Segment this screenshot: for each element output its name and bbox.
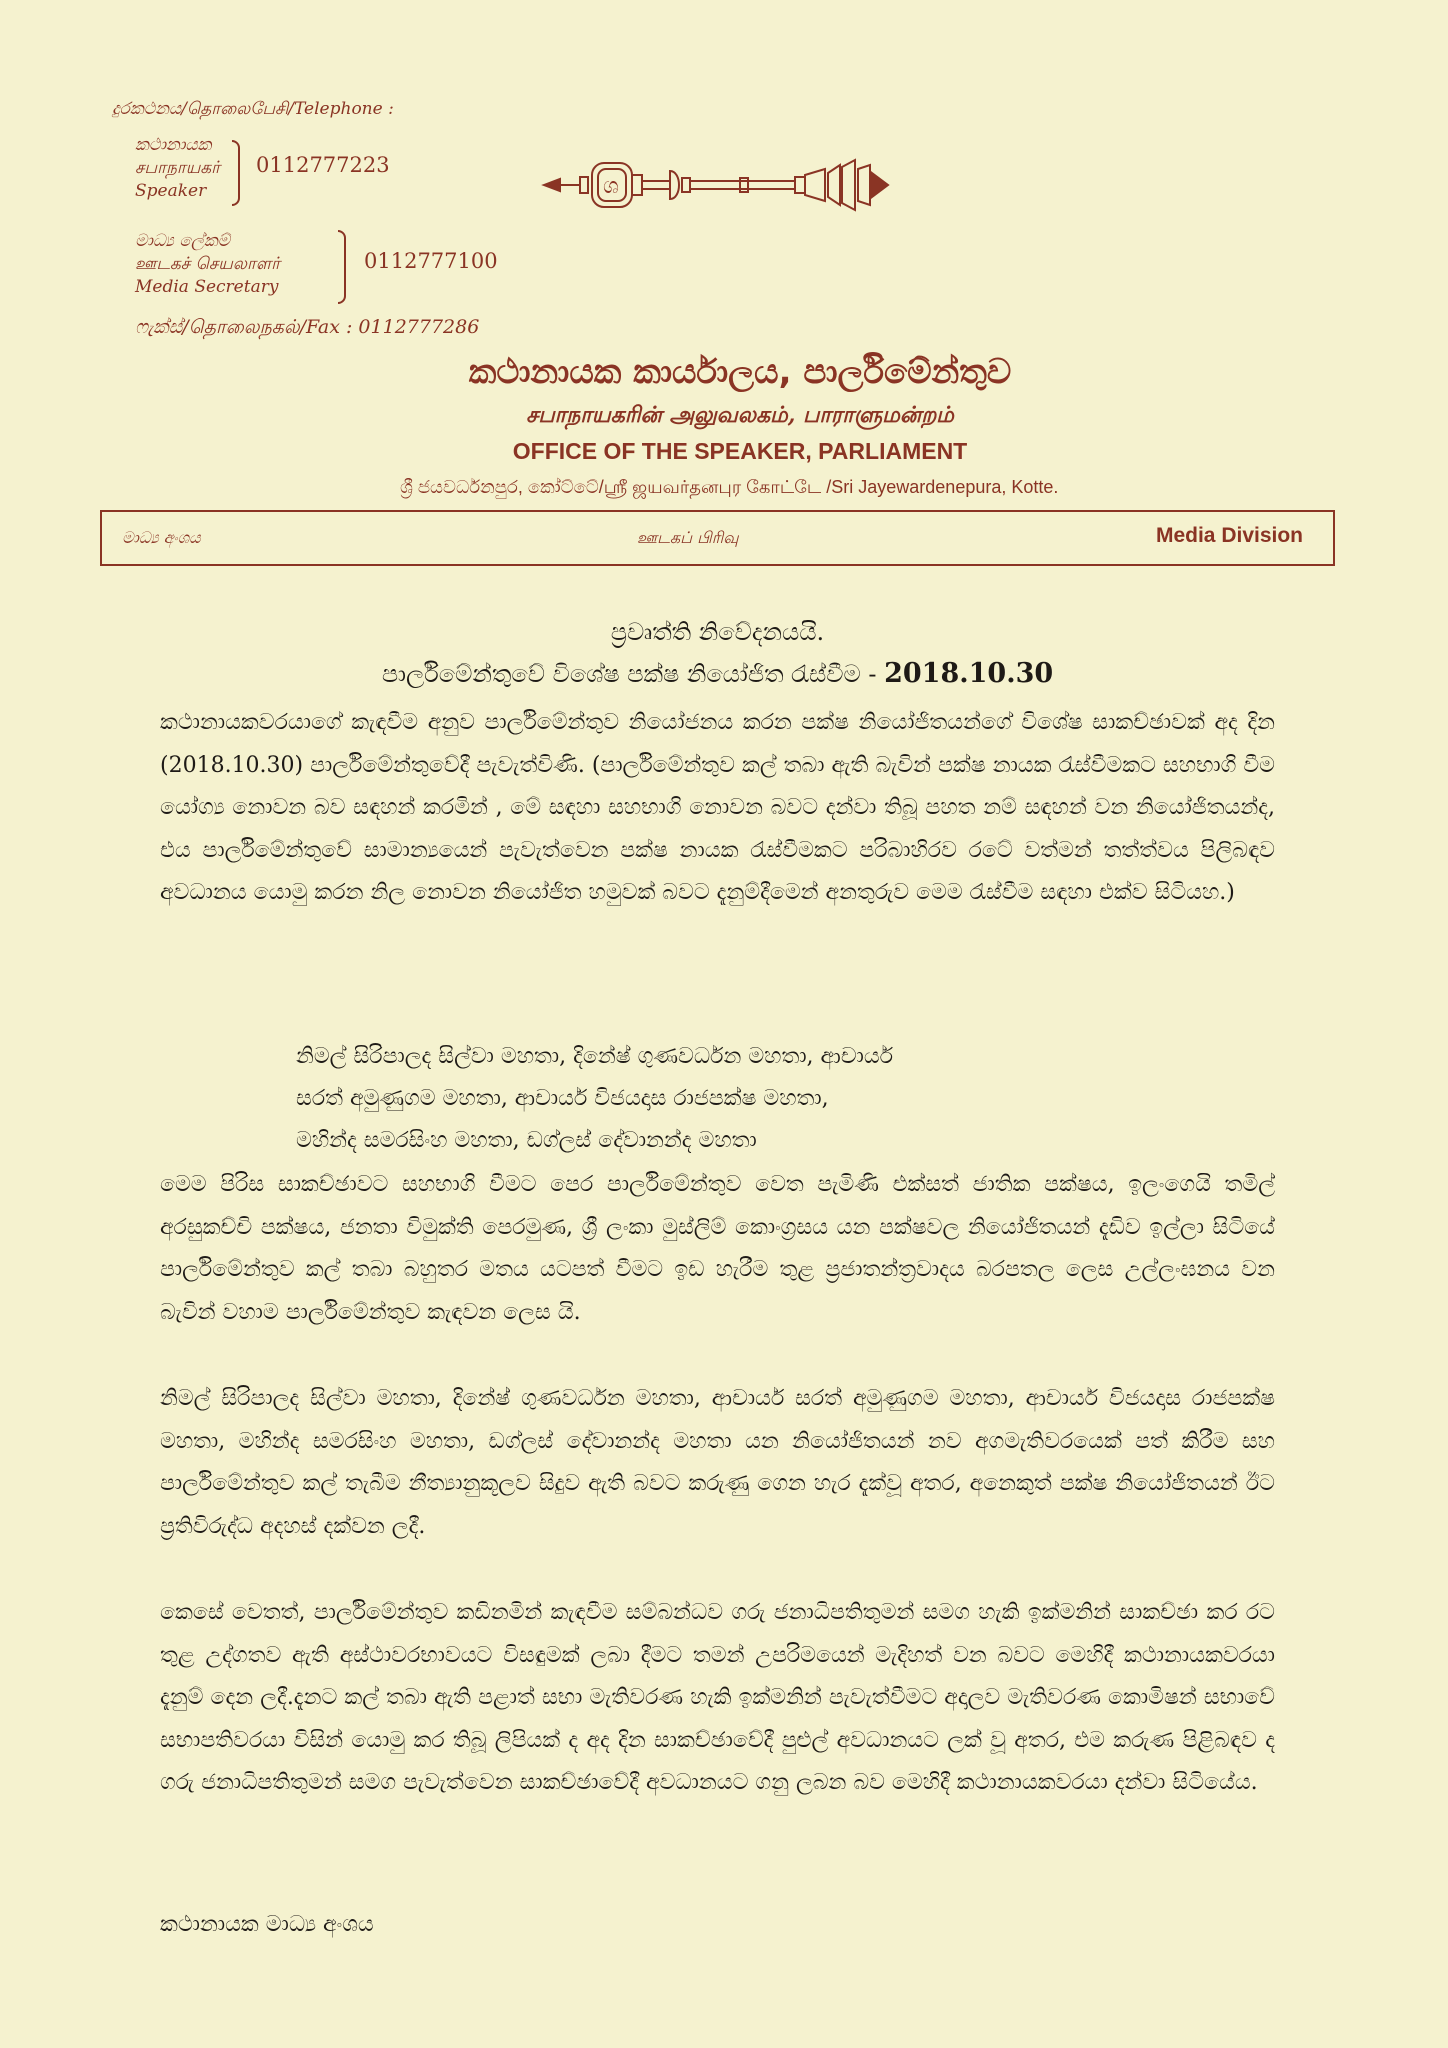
speaker-label-si: කථානායක [135,135,212,155]
press-release-subheading [100,658,1335,689]
division-label-tamil: ஊடகப் பிரிவு [637,528,739,547]
office-title-english: OFFICE OF THE SPEAKER, PARLIAMENT [512,438,968,464]
speaker-label-en: Speaker [135,181,207,201]
media-phone: 0112777100 [364,249,498,273]
subheading-text: පාර්ලිමේන්තුවේ විශේෂ පක්ෂ නියෝජිත රැස්වීම - [381,660,885,688]
office-title-sinhala: කථානායක කාර්යාලය, පාර්ලිමේන්තුව [468,352,1012,392]
telephone-label: දුරකථනය/தொலைபேசி/Telephone : [112,99,394,119]
media-contact-labels [135,230,280,299]
signature-line: කථානායක මාධ්‍ය අංශය [160,1912,374,1937]
office-title-tamil: சபாநாயகரின் அலுவலகம், பாராளுமன்றம் [526,402,954,428]
paragraph-1: කථානායකවරයාගේ කැඳවීම අනුව පාර්ලිමේන්තුව නියෝජනය කරන පක්ෂ නියෝජිතයන්ගේ විශේෂ සාකච්ඡාවක් අද දින (2018.10.30) පාර්ලිමේන්තුවේදී පැවැත්විණි. (පාර්ලිමේන්තුව කල් තබා ඇති බැවින් පක්ෂ නායක රැස්වීමකට සහභාගි වීම යෝග්‍ය නොවන බව සඳහන් කරමින් , මේ සඳහා සහභාගි නොවන බවට දන්වා තිබූ පහත නම් සඳහන් වන නියෝජිතයන්ද, එය පාර්ලිමේන්තුවේ සාමාන්‍යයෙන් පැවැත්වෙන පක්ෂ නායක රැස්වීමකට පරිබාහිරව රටේ වත්මන් තත්ත්වය පිලිබඳව අවධානය යොමු කරන නිල නොවන නියෝජිත හමුවක් බවට දැනුම්දීමෙන් අනතුරුව මෙම රැස්වීම සඳහා එක්ව සිටියහ.) [160,710,1275,905]
press-release-heading: ප්‍රවෘත්ති නිවේදනයයි. [610,618,825,646]
division-label-sinhala: මාධ්‍ය අංශය [122,528,201,547]
fax-line: ෆැක්ස්/தொலைநகல்/Fax : 0112777286 [135,316,480,338]
svg-text:ශ: ශ [603,174,619,199]
names-line-1: නිමල් සිරිපාලද සිල්වා මහතා, දිනේෂ් ගුණවර්ධන මහතා, ආචාර්ය [296,1044,893,1069]
speaker-brace [232,140,240,206]
speaker-phone: 0112777223 [256,153,390,177]
speaker-contact-labels [135,134,220,203]
speaker-label-ta: சபாநாயகர் [135,158,221,178]
subheading-date: 2018.10.30 [884,658,1054,689]
parliament-mace-icon [540,145,895,225]
paragraph-3: නිමල් සිරිපාලද සිල්වා මහතා, දිනේෂ් ගුණවර්ධන මහතා, ආචාර්ය සරත් අමුණුගම මහතා, ආචාර්ය විජයදාස රාජපක්ෂ මහතා, මහින්ද සමරසිංහ මහතා, ඩග්ලස් දේවානන්ද මහතා යන නියෝජිතයන් නව අගමැතිවරයෙක් පත් කිරීම සහ පාර්ලිමේන්තුව කල් තැබීම නීත්‍යානුකූලව සිදුව ඇති බවට කරුණු ගෙන හැර දැක්වූ අතර, අනෙකුත් පක්ෂ නියෝජිතයන් ඊට ප්‍රතිවිරුද්ධ අදහස් දක්වන ලදී. [160,1386,1275,1539]
office-address: ශ්‍රී ජයවර්ධනපුර, කෝට්ටේ/ஸ்ரீ ஜயவர்தனபுர கோட்டே /Sri Jayewardenepura, Kotte. [400,477,1059,497]
paragraph-2: මෙම පිරිස සාකච්ඡාවට සහභාගි වීමට පෙර පාර්ලිමේන්තුව වෙත පැමිණි එක්සත් ජාතික පක්ෂය, ඉලංගෙයි තමිල් අරසුකච්චි පක්ෂය, ජනතා විමුක්ති පෙරමුණ, ශ්‍රී ලංකා මුස්ලිම් කොංග්‍රසය යන පක්ෂවල නියෝජිතයන් දැඩිව ඉල්ලා සිටියේ පාර්ලිමේන්තුව කල් තබා බහුතර මතය යටපත් වීමට ඉඩ හැරීම තුළ ප්‍රජාතන්ත්‍රවාදය බරපතල ලෙස උල්ලංඝනය වන බැවින් වහාම පාර්ලිමේන්තුව කැඳවන ලෙස යි. [160,1172,1275,1325]
paragraph-4: කෙසේ වෙතත්, පාර්ලිමේන්තුව කඩිනමින් කැඳවීම සම්බන්ධව ගරු ජනාධිපතිතුමන් සමග හැකි ඉක්මනින් සාකච්ඡා කර රට තුළ උද්ගතව ඇති අස්ථාවරභාවයට විසඳුමක් ලබා දීමට තමන් උපරිමයෙන් මැදිහත් වන බවට මෙහිදී කථානායකවරයා දැනුම් දෙන ලදී.දැනට කල් තබා ඇති පළාත් සභා මැතිවරණ හැකි ඉක්මනින් පැවැත්වීමට අදාලව මැතිවරණ කොමිෂන් සභාවේ සභාපතිවරයා විසින් යොමු කර තිබූ ලිපියක් ද අද දින සාකච්ඡාවේදී පුළුල් අවධානයට ලක් වූ අතර, එම කරුණ පිළිබඳව ද ගරු ජනාධිපතිතුමන් සමග පැවැත්වෙන සාකච්ඡාවේදී අවධානයට ගනු ලබන බව මෙහිදී කථානායකවරයා දන්වා සිටියේය. [160,1600,1275,1795]
representative-names [296,1036,1196,1162]
media-label-ta: ஊடகச் செயலாளர் [135,254,281,274]
names-line-3: මහින්ද සමරසිංහ මහතා, ඩග්ලස් දේවානන්ද මහතා [296,1128,757,1153]
division-label-english: Media Division [1155,524,1303,547]
media-division-box [100,510,1335,566]
media-brace [338,230,346,304]
media-label-en: Media Secretary [135,277,279,297]
names-line-2: සරත් අමුණුගම මහතා, ආචාර්ය විජයදාස රාජපක්ෂ මහතා, [296,1086,829,1111]
media-label-si: මාධ්‍ය ලේකම් [135,231,230,251]
